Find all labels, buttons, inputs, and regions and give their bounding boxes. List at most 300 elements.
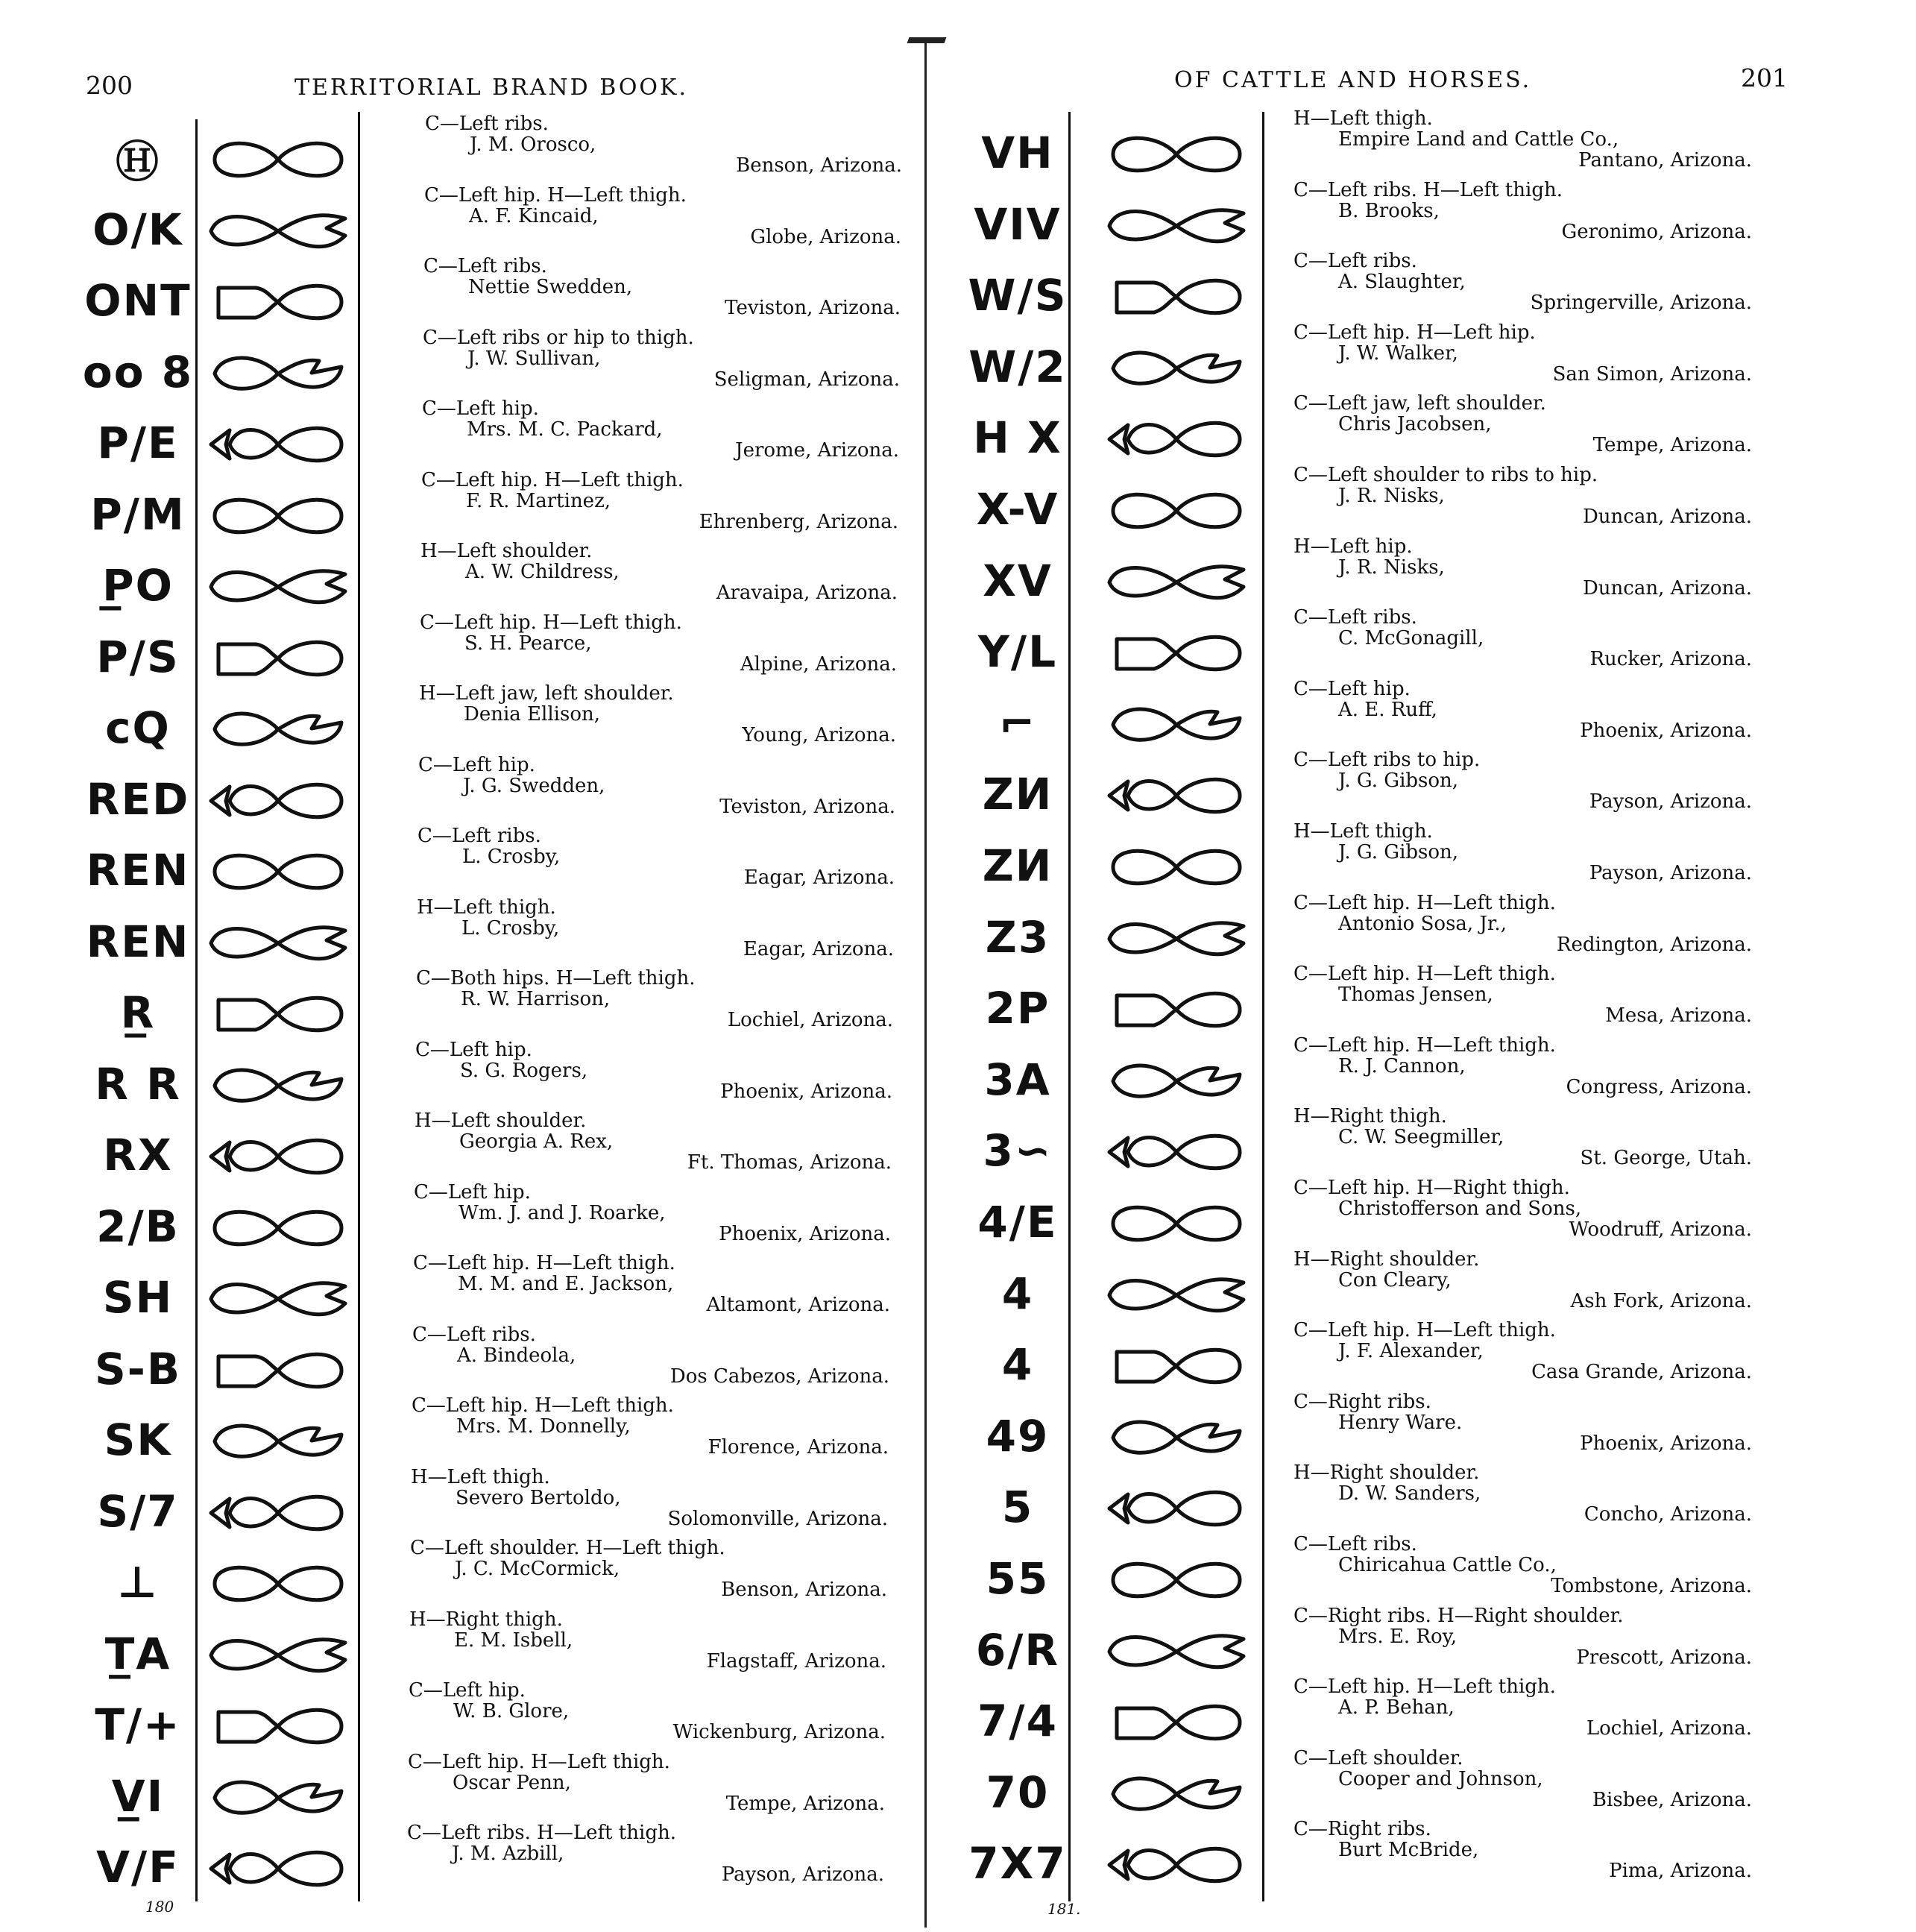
brand-mark: 49 [986,1410,1050,1461]
entry-place: Dos Cabezos, Arizona. [669,1365,889,1388]
entry-owner: Georgia A. Rex, [459,1130,614,1153]
entry-owner: S. H. Pearce, [464,632,592,655]
brand-entry [422,398,899,461]
hide-diagram [1096,1122,1256,1182]
entry-location: C—Left hip. [1293,677,1411,700]
hide-diagram [198,344,358,403]
entry-owner: Mrs. E. Roy, [1338,1625,1458,1648]
entry-place: Altamont, Arizona. [706,1294,890,1316]
brand-entry [417,825,895,888]
hide-diagram [1096,196,1256,256]
brand-entry [1293,821,1752,884]
hide-diagram [1096,481,1256,541]
entry-owner: A. W. Childress, [465,561,620,583]
entry-owner: A. Bindeola, [457,1344,576,1367]
brand-entry [1293,1035,1752,1098]
entry-owner: E. M. Isbell, [454,1629,573,1652]
brand-entry [420,612,897,675]
entry-owner: A. E. Ruff, [1338,698,1437,721]
hide-diagram [198,130,358,189]
entry-place: Casa Grande, Arizona. [1531,1361,1752,1384]
entry-owner: Chris Jacobsen, [1338,413,1492,436]
brand-entry [417,897,894,960]
hide-diagram [198,1056,358,1116]
entry-place: Phoenix, Arizona. [1580,1432,1752,1455]
entry-owner: Cooper and Johnson, [1338,1767,1543,1790]
entry-location: C—Left hip. H—Left thigh. [420,611,682,634]
entry-location: C—Left hip. H—Left thigh. [1293,963,1556,986]
hide-diagram [198,984,358,1044]
brand-mark: ⊥ [117,1557,159,1608]
entry-location: H—Left thigh. [1293,820,1433,843]
entry-location: C—Right ribs. [1293,1818,1431,1841]
entry-place: Phoenix, Arizona. [720,1080,892,1103]
entry-owner: J. C. McCormick, [455,1558,620,1580]
brand-mark: RED [86,773,190,825]
entry-location: H—Left jaw, left shoulder. [419,682,674,705]
entry-location: C—Left hip. H—Left thigh. [1293,1033,1556,1057]
brand-entry [412,1395,889,1458]
brand-entry [1293,536,1752,599]
entry-owner: A. Slaughter, [1338,271,1466,294]
entry-place: Ehrenberg, Arizona. [699,510,898,533]
brand-entry [425,113,902,176]
hide-diagram [1096,1622,1256,1681]
hide-diagram [1096,766,1256,825]
hide-diagram [198,272,358,332]
brand-mark: 3∽ [983,1125,1053,1177]
entry-place: Woodruff, Arizona. [1569,1218,1752,1241]
entry-place: Wickenburg, Arizona. [672,1721,886,1743]
entry-location: C—Left ribs. H—Left thigh. [1293,178,1563,201]
entry-location: C—Left hip. H—Left thigh. [412,1394,674,1417]
entry-place: Bisbee, Arizona. [1592,1788,1752,1811]
brand-entry [423,256,901,318]
entry-place: Tombstone, Arizona. [1551,1575,1752,1597]
brand-entry [1293,607,1752,670]
entry-owner: C. McGonagill, [1338,627,1484,650]
entry-location: C—Left shoulder. [1293,1746,1463,1769]
brand-entry [1293,1320,1752,1382]
brand-mark: 3A [984,1054,1051,1105]
brand-entry [1293,393,1752,456]
entry-place: Pima, Arizona. [1609,1860,1752,1883]
running-head: OF CATTLE AND HORSES. [1174,67,1532,93]
hide-diagram [1096,1265,1256,1325]
entry-owner: Christofferson and Sons, [1338,1198,1582,1220]
entry-owner: L. Crosby, [461,916,560,940]
brand-mark: XV [983,555,1053,606]
entry-location: H—Right thigh. [1293,1105,1447,1128]
brand-entry [423,327,900,390]
entry-owner: C. W. Seegmiller, [1338,1126,1504,1149]
brand-mark: Ⓗ [115,136,160,187]
entry-location: C—Left ribs. [1293,250,1417,273]
entry-owner: Mrs. M. Donnelly, [456,1415,631,1438]
hide-diagram [198,1554,358,1614]
entry-place: Solomonville, Arizona. [667,1507,888,1530]
entry-place: Young, Arizona. [742,724,896,746]
entry-place: Geronimo, Arizona. [1561,220,1752,243]
entry-owner: R. W. Harrison, [461,988,611,1010]
entry-place: Aravaipa, Arizona. [716,582,898,604]
entry-owner: Antonio Sosa, Jr., [1338,912,1507,935]
brand-entry [409,1609,886,1672]
brand-entry [414,1182,891,1245]
hide-diagram [1096,339,1256,398]
entry-place: Phoenix, Arizona. [1580,719,1752,742]
entry-owner: Empire Land and Cattle Co., [1338,128,1619,151]
hide-diagram [1096,1336,1256,1396]
hide-diagram [198,629,358,688]
entry-place: Florence, Arizona. [708,1436,889,1459]
entry-place: Concho, Arizona. [1583,1503,1752,1526]
brand-mark: P/M [90,488,186,540]
entry-location: C—Left ribs. [412,1323,536,1346]
entry-owner: J. M. Orosco, [470,133,596,156]
hide-diagram [198,913,358,973]
entry-location: C—Left hip. H—Right thigh. [1293,1177,1570,1199]
hide-diagram [198,699,358,759]
hide-diagram [1096,1693,1256,1752]
brand-mark: ⌐ [998,697,1037,749]
brand-mark: 7/4 [977,1696,1058,1747]
brand-entry [410,1538,887,1600]
entry-place: Congress, Arizona. [1566,1075,1752,1098]
brand-mark: 55 [986,1553,1050,1604]
entry-place: Benson, Arizona. [736,154,902,177]
brand-mark: oo 8 [82,346,194,397]
entry-place: Eagar, Arizona. [743,866,895,889]
hide-diagram [1096,1051,1256,1111]
entry-location: C—Left hip. [415,1038,532,1061]
brand-entry [415,1039,892,1102]
brand-mark: 2/B [96,1201,180,1252]
entry-owner: Nettie Swedden, [468,276,633,298]
entry-place: Seligman, Arizona. [713,368,900,391]
entry-location: C—Left hip. [422,397,539,420]
entry-location: H—Left thigh. [1293,107,1433,130]
entry-location: C—Left ribs to hip. [1293,749,1481,772]
entry-location: C—Left hip. H—Left thigh. [1293,1319,1556,1342]
entry-location: C—Left ribs or hip to thigh. [423,326,694,349]
brand-mark: RX [103,1130,173,1180]
hide-diagram [1096,553,1256,612]
entry-owner: Henry Ware. [1338,1411,1463,1434]
brand-entry [1293,322,1752,385]
hide-diagram [198,1198,358,1258]
brand-entry [409,1680,886,1743]
entry-owner: S. G. Rogers, [460,1059,588,1082]
entry-place: Teviston, Arizona. [725,297,901,319]
brand-mark: H X [973,412,1062,464]
entry-owner: R. J. Cannon, [1338,1054,1466,1077]
entry-location: C—Left hip. H—Left thigh. [1293,891,1556,914]
entry-owner: Wm. J. and J. Roarke, [458,1201,666,1224]
entry-location: H—Left hip. [1293,535,1413,558]
brand-entry [412,1324,889,1387]
hide-diagram [1096,409,1256,469]
entry-location: C—Left hip. H—Left thigh. [413,1252,675,1274]
entry-owner: Oscar Penn, [453,1771,571,1794]
brand-mark: SK [104,1415,172,1465]
entry-owner: J. W. Sullivan, [467,347,601,370]
brand-entry [1293,749,1752,812]
column-rule [1262,112,1264,1901]
entry-location: C—Left ribs. [417,825,541,847]
brand-entry [1293,1748,1752,1810]
entry-owner: Con Cleary, [1338,1268,1452,1291]
brand-mark: Y/L [977,626,1058,678]
entry-owner: A. F. Kincaid, [469,204,599,227]
entry-owner: B. Brooks, [1338,199,1440,222]
brand-entry [1293,1462,1752,1525]
entry-owner: F. R. Martinez, [466,489,611,512]
entry-place: Pantano, Arizona. [1578,149,1752,172]
entry-owner: Mrs. M. C. Packard, [467,418,663,441]
hide-diagram [1096,837,1256,897]
entry-place: Tempe, Arizona. [1592,434,1752,457]
hide-diagram [1096,267,1256,327]
hide-diagram [198,1412,358,1471]
entry-location: C—Left hip. H—Left hip. [1293,321,1536,344]
brand-entry [415,1110,892,1173]
brand-mark: Z3 [985,911,1050,963]
hide-diagram [198,1626,358,1685]
brand-entry [1293,180,1752,242]
entry-place: Teviston, Arizona. [719,795,895,818]
entry-place: Phoenix, Arizona. [719,1222,891,1245]
entry-owner: J. G. Gibson, [1338,770,1459,793]
hide-diagram [198,771,358,831]
entry-place: Payson, Arizona. [1589,790,1752,814]
entry-owner: J. G. Swedden, [463,774,605,797]
brand-entry [421,470,898,532]
brand-mark: REN [86,916,190,967]
entry-location: H—Left shoulder. [415,1110,587,1132]
entry-location: C—Left hip. H—Left thigh. [1293,1675,1556,1699]
brand-entry [1293,1106,1752,1168]
brand-mark: 2P [985,983,1050,1034]
brand-entry [1293,963,1752,1026]
brand-mark: W/S [968,270,1068,321]
brand-entry [1293,251,1752,313]
entry-location: C—Left hip. [409,1679,526,1702]
brand-entry [1293,108,1752,171]
hide-diagram [198,842,358,902]
brand-entry [1293,1249,1752,1312]
brand-mark: VIV [974,198,1062,250]
entry-location: C—Both hips. H—Left thigh. [416,967,696,989]
hide-diagram [1096,980,1256,1039]
entry-location: C—Left ribs. [423,255,547,277]
entry-place: Rucker, Arizona. [1589,648,1752,671]
entry-place: Eagar, Arizona. [743,937,894,960]
brand-mark: ZИ [982,769,1053,820]
brand-mark: T/+ [95,1699,181,1750]
brand-mark: V̲I [111,1770,165,1822]
entry-place: Mesa, Arizona. [1605,1004,1752,1028]
hide-diagram [198,1483,358,1543]
brand-entry [419,683,896,746]
entry-location: C—Right ribs. H—Right shoulder. [1293,1604,1624,1627]
brand-mark: O/K [92,204,183,255]
entry-place: Flagstaff, Arizona. [706,1649,886,1673]
entry-location: C—Left ribs. [1293,606,1417,629]
entry-location: C—Left hip. [414,1180,531,1203]
brand-mark: SH [102,1272,174,1323]
brand-entry [1293,1534,1752,1596]
hide-diagram [1096,1550,1256,1610]
entry-location: H—Right thigh. [409,1608,563,1631]
entry-owner: Severo Bertoldo, [456,1486,621,1509]
brand-mark: 70 [986,1766,1050,1818]
hide-diagram [198,1269,358,1329]
entry-owner: Chiricahua Cattle Co., [1338,1554,1557,1576]
entry-owner: J. G. Gibson, [1338,841,1459,863]
brand-mark: T̲A [104,1628,171,1679]
brand-mark: S-B [94,1343,182,1394]
entry-owner: Thomas Jensen, [1338,984,1493,1007]
entry-owner: J. W. Walker, [1338,342,1458,365]
brand-mark: ONT [84,275,192,326]
brand-mark: P/S [96,631,180,682]
entry-place: Redington, Arizona. [1556,933,1752,956]
hide-diagram [1096,125,1256,184]
brand-mark: ZИ [982,840,1053,891]
brand-entry [418,755,895,817]
entry-owner: J. M. Azbill, [452,1843,564,1865]
entry-place: Prescott, Arizona. [1576,1646,1752,1669]
entry-place: Alpine, Arizona. [740,652,897,676]
entry-location: C—Right ribs. [1293,1390,1431,1413]
brand-entry [1293,1676,1752,1739]
entry-place: Payson, Arizona. [1589,862,1752,884]
entry-location: C—Left jaw, left shoulder. [1293,392,1546,415]
hide-diagram [198,1839,358,1898]
brand-mark: X-V [976,484,1059,535]
brand-mark: P̲O [102,560,174,611]
footer-mark: 181. [1047,1900,1081,1918]
entry-location: C—Left ribs. [425,113,549,135]
entry-place: Duncan, Arizona. [1582,506,1752,528]
entry-place: Springerville, Arizona. [1530,292,1752,315]
brand-entry [424,185,901,248]
hide-diagram [198,486,358,546]
hide-diagram [198,1127,358,1186]
brand-mark: 4/E [977,1197,1058,1247]
entry-location: C—Left ribs. [1293,1533,1417,1555]
brand-mark: 4 [1001,1268,1034,1319]
entry-location: C—Left hip. [418,753,535,776]
entry-owner: D. W. Sanders, [1338,1482,1481,1505]
entry-owner: J. R. Nisks, [1338,556,1445,579]
entry-place: Ft. Thomas, Arizona. [687,1151,892,1174]
brand-mark: 6/R [975,1624,1060,1675]
entry-place: Duncan, Arizona. [1582,576,1752,600]
brand-mark: 7X7 [968,1838,1067,1889]
hide-diagram [1096,909,1256,969]
entry-location: H—Left thigh. [417,896,556,919]
hide-diagram [1096,695,1256,755]
entry-location: H—Right shoulder. [1293,1247,1480,1271]
brand-entry [408,1752,885,1814]
hide-diagram [198,557,358,617]
entry-location: C—Left hip. H—Left thigh. [408,1750,670,1773]
hide-diagram [1096,1194,1256,1253]
entry-location: C—Left hip. H—Left thigh. [421,468,684,491]
left-page [0,0,928,1932]
entry-location: H—Left thigh. [411,1465,550,1488]
hide-diagram [198,1341,358,1400]
brand-mark: cQ [105,702,171,753]
brand-entry [1293,465,1752,527]
hide-diagram [1096,1408,1256,1467]
brand-entry [1293,1819,1752,1881]
entry-location: C—Left shoulder. H—Left thigh. [410,1537,725,1559]
brand-mark: 5 [1001,1482,1034,1533]
brand-mark: S/7 [97,1485,179,1537]
brand-entry [407,1822,884,1885]
entry-place: St. George, Utah. [1580,1147,1752,1170]
entry-place: Payson, Arizona. [721,1863,884,1886]
entry-owner: M. M. and E. Jackson, [458,1273,674,1295]
brand-entry [1293,679,1752,741]
entry-place: San Simon, Arizona. [1552,362,1752,386]
entry-owner: L. Crosby, [462,846,561,868]
running-head: TERRITORIAL BRAND BOOK. [294,75,688,101]
brand-entry [413,1253,890,1315]
page-number: 200 [86,71,133,100]
entry-location: C—Left hip. H—Left thigh. [424,183,687,207]
entry-place: Tempe, Arizona. [725,1792,885,1815]
entry-owner: A. P. Behan, [1338,1696,1455,1719]
hide-diagram [198,415,358,474]
brand-mark: P/E [97,418,179,468]
entry-place: Benson, Arizona. [721,1579,887,1601]
brand-mark: R R [95,1058,181,1110]
brand-entry [416,968,893,1030]
entry-owner: J. R. Nisks, [1338,485,1445,507]
hide-diagram [1096,1835,1256,1895]
entry-place: Lochiel, Arizona. [1586,1717,1752,1740]
brand-mark: VH [981,128,1054,178]
entry-location: C—Left ribs. H—Left thigh. [407,1822,676,1844]
brand-mark: W/2 [968,341,1067,392]
brand-entry [420,541,898,603]
entry-place: Globe, Arizona. [750,225,901,248]
entry-owner: Denia Ellison, [464,703,600,726]
brand-entry [1293,1177,1752,1240]
page-number: 201 [1741,63,1788,92]
entry-location: H—Left shoulder. [420,540,593,562]
entry-location: H—Right shoulder. [1293,1461,1480,1485]
entry-location: C—Left shoulder to ribs to hip. [1293,464,1598,486]
hide-diagram [198,1696,358,1756]
right-page [928,0,1916,1932]
hide-diagram [1096,623,1256,683]
column-rule [358,112,360,1901]
entry-owner: W. B. Glore, [453,1700,570,1722]
brand-mark: V/F [96,1842,180,1892]
brand-mark: REN [86,845,190,896]
brand-entry [1293,893,1752,955]
hide-diagram [1096,1764,1256,1824]
hide-diagram [198,1768,358,1828]
brand-entry [411,1467,888,1529]
entry-owner: Burt McBride, [1338,1839,1479,1862]
footer-mark: 180 [145,1898,174,1916]
